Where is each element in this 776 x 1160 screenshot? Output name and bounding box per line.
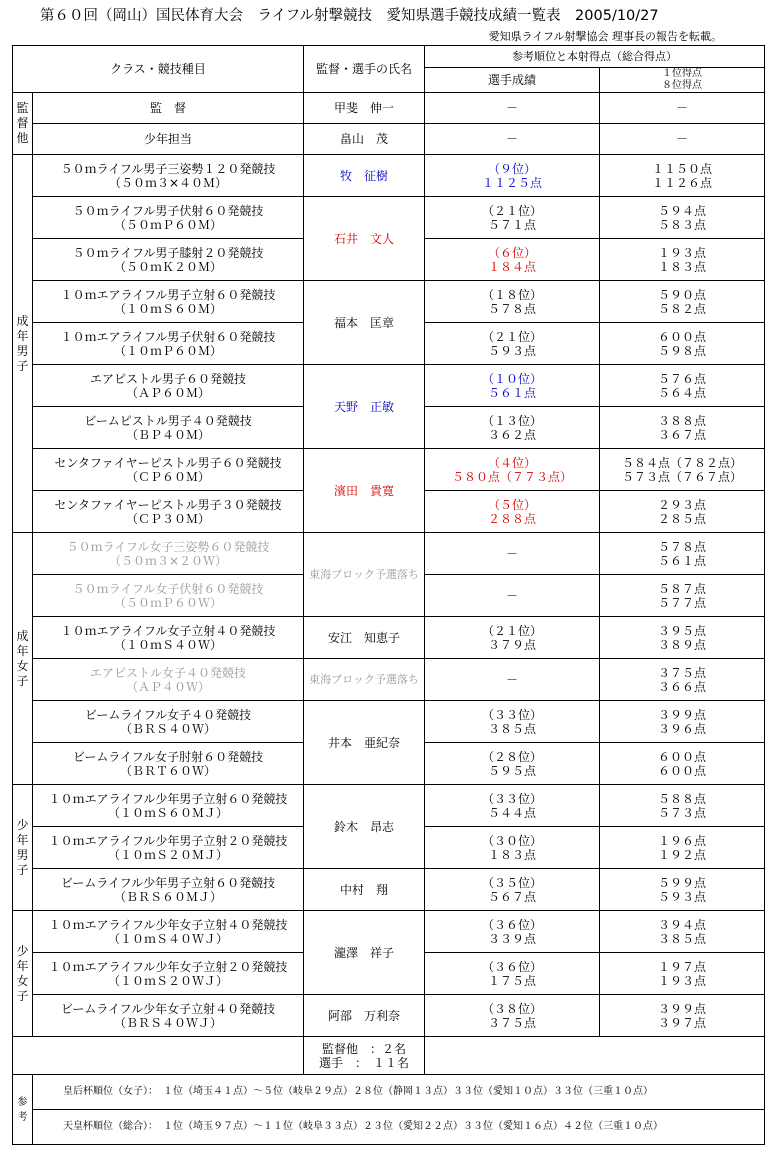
result-cell: （２８位） ５９５点: [425, 743, 600, 785]
group-women: 成年女子: [13, 533, 33, 785]
athlete-name: 井本 亜紀奈: [304, 701, 425, 785]
event-cell: １０ｍエアライフル男子伏射６０発競技 （１０ｍＰ６０Ｍ）: [33, 323, 304, 365]
results-table: [12, 45, 765, 1145]
event-cell: １０ｍエアライフル男子立射６０発競技 （１０ｍＳ６０Ｍ）: [33, 281, 304, 323]
result-cell: （２１位） ３７９点: [425, 617, 600, 659]
points-cell: ３９９点 ３９６点: [600, 701, 765, 743]
result-cell: （１３位） ３６２点: [425, 407, 600, 449]
athlete-name: 東海ブロック予選落ち: [304, 659, 425, 701]
result-cell: （３６位） １７５点: [425, 953, 600, 995]
points-cell: ３９９点 ３９７点: [600, 995, 765, 1037]
athlete-name: 阿部 万利奈: [304, 995, 425, 1037]
points-cell: ５８８点 ５７３点: [600, 785, 765, 827]
result-cell: （６位） １８４点: [425, 239, 600, 281]
points-cell: ３９４点 ３８５点: [600, 911, 765, 953]
points-cell: ５９０点 ５８２点: [600, 281, 765, 323]
athlete-name: 東海ブロック予選落ち: [304, 533, 425, 617]
points-cell: ６００点 ５９８点: [600, 323, 765, 365]
header-pts1: １位得点: [662, 68, 702, 79]
event-cell: ビームライフル女子肘射６０発競技 （ＢＲＴ６０Ｗ）: [33, 743, 304, 785]
event-cell: ビームライフル少年男子立射６０発競技 （ＢＲＳ６０ＭＪ）: [33, 869, 304, 911]
points-cell: ３９５点 ３８９点: [600, 617, 765, 659]
event-cell: 監 督: [33, 93, 304, 124]
points-cell: １９６点 １９２点: [600, 827, 765, 869]
points-cell: ３８８点 ３６７点: [600, 407, 765, 449]
event-cell: １０ｍエアライフル少年女子立射４０発競技 （１０ｍＳ４０ＷＪ）: [33, 911, 304, 953]
result-cell: －: [425, 533, 600, 575]
event-cell: 少年担当: [33, 124, 304, 155]
athlete-name: 濱田 貴寛: [304, 449, 425, 533]
athlete-name: 安江 知恵子: [304, 617, 425, 659]
athlete-name: 福本 匡章: [304, 281, 425, 365]
athlete-name: 鈴木 昂志: [304, 785, 425, 869]
event-cell: ５０ｍライフル男子膝射２０発競技 （５０ｍＫ２０Ｍ）: [33, 239, 304, 281]
athlete-name: 甲斐 伸一: [304, 93, 425, 124]
result-cell: （３６位） ３３９点: [425, 911, 600, 953]
athlete-name: 石井 文人: [304, 197, 425, 281]
result-cell: （３３位） ３８５点: [425, 701, 600, 743]
points-cell: １１５０点 １１２６点: [600, 155, 765, 197]
result-cell: （４位） ５８０点（７７３点）: [425, 449, 600, 491]
event-cell: ５０ｍライフル男子三姿勢１２０発競技 （５０ｍ３×４０Ｍ）: [33, 155, 304, 197]
points-cell: ５８４点（７８２点） ５７３点（７６７点）: [600, 449, 765, 491]
result-cell: －: [425, 659, 600, 701]
athlete-name: 畠山 茂: [304, 124, 425, 155]
points-cell: ３７５点 ３６６点: [600, 659, 765, 701]
event-cell: １０ｍエアライフル女子立射４０発競技 （１０ｍＳ４０Ｗ）: [33, 617, 304, 659]
group-boys: 少年男子: [13, 785, 33, 911]
page-title: 第６０回（岡山）国民体育大会 ライフル射撃競技 愛知県選手競技成績一覧表 2005/10/27: [40, 8, 659, 24]
header-result: 選手成績: [425, 68, 600, 93]
emperor-cup-ranking: 天皇杯順位（総合）： １位（埼玉９７点）～１１位（岐阜３３点）２３位（愛知２２点）３３位（愛知１６点）４２位（三重１０点）: [33, 1110, 765, 1145]
totals-blank-right: [425, 1037, 765, 1075]
points-cell: ５７６点 ５６４点: [600, 365, 765, 407]
group-staff: 監督他: [13, 93, 33, 155]
points-cell: －: [600, 124, 765, 155]
event-cell: １０ｍエアライフル少年男子立射６０発競技 （１０ｍＳ６０ＭＪ）: [33, 785, 304, 827]
header-points: [600, 68, 765, 93]
result-cell: （９位） １１２５点: [425, 155, 600, 197]
athlete-name: 牧 征樹: [304, 155, 425, 197]
event-cell: ５０ｍライフル女子三姿勢６０発競技 （５０ｍ３×２０Ｗ）: [33, 533, 304, 575]
result-cell: （２１位） ５７１点: [425, 197, 600, 239]
event-cell: センタファイヤーピストル男子６０発競技 （ＣＰ６０Ｍ）: [33, 449, 304, 491]
header-pts8: ８位得点: [662, 80, 702, 91]
result-cell: －: [425, 575, 600, 617]
header-class: クラス・競技種目: [13, 46, 304, 93]
event-cell: センタファイヤーピストル男子３０発競技 （ＣＰ３０Ｍ）: [33, 491, 304, 533]
result-cell: （３３位） ５４４点: [425, 785, 600, 827]
athlete-name: 天野 正敏: [304, 365, 425, 449]
points-cell: ２９３点 ２８５点: [600, 491, 765, 533]
header-ref: 参考順位と本射得点（総合得点）: [425, 46, 765, 68]
group-men: 成年男子: [13, 155, 33, 533]
group-girls: 少年女子: [13, 911, 33, 1037]
header-name: 監督・選手の氏名: [304, 46, 425, 93]
points-cell: ５８７点 ５７７点: [600, 575, 765, 617]
empress-cup-ranking: 皇后杯順位（女子）： １位（埼玉４１点）～５位（岐阜２９点）２８位（静岡１３点）３３位（愛知１０点）３３位（三重１０点）: [33, 1075, 765, 1110]
result-cell: －: [425, 93, 600, 124]
athlete-name: 瀧澤 祥子: [304, 911, 425, 995]
athlete-name: 中村 翔: [304, 869, 425, 911]
points-cell: ５９９点 ５９３点: [600, 869, 765, 911]
points-cell: １９３点 １８３点: [600, 239, 765, 281]
event-cell: ビームピストル男子４０発競技 （ＢＰ４０Ｍ）: [33, 407, 304, 449]
event-cell: ビームライフル女子４０発競技 （ＢＲＳ４０Ｗ）: [33, 701, 304, 743]
event-cell: エアピストル女子４０発競技 （ＡＰ４０Ｗ）: [33, 659, 304, 701]
event-cell: ビームライフル少年女子立射４０発競技 （ＢＲＳ４０ＷＪ）: [33, 995, 304, 1037]
event-cell: １０ｍエアライフル少年男子立射２０発競技 （１０ｍＳ２０ＭＪ）: [33, 827, 304, 869]
points-cell: ５７８点 ５６１点: [600, 533, 765, 575]
result-cell: （１８位） ５７８点: [425, 281, 600, 323]
totals-blank: [13, 1037, 304, 1075]
points-cell: ６００点 ６００点: [600, 743, 765, 785]
result-cell: （１０位） ５６１点: [425, 365, 600, 407]
points-cell: －: [600, 93, 765, 124]
source-note: 愛知県ライフル射撃協会 理事長の報告を転載。: [488, 30, 722, 43]
result-cell: （３８位） ３７５点: [425, 995, 600, 1037]
result-cell: （５位） ２８８点: [425, 491, 600, 533]
group-ref: 参考: [13, 1075, 33, 1145]
event-cell: ５０ｍライフル女子伏射６０発競技 （５０ｍＰ６０Ｗ）: [33, 575, 304, 617]
result-cell: （２１位） ５９３点: [425, 323, 600, 365]
event-cell: ５０ｍライフル男子伏射６０発競技 （５０ｍＰ６０Ｍ）: [33, 197, 304, 239]
points-cell: ５９４点 ５８３点: [600, 197, 765, 239]
result-cell: －: [425, 124, 600, 155]
result-cell: （３０位） １８３点: [425, 827, 600, 869]
event-cell: １０ｍエアライフル少年女子立射２０発競技 （１０ｍＳ２０ＷＪ）: [33, 953, 304, 995]
event-cell: エアピストル男子６０発競技 （ＡＰ６０Ｍ）: [33, 365, 304, 407]
totals-cell: 監督他 ：２名 選手 ： １１名: [304, 1037, 425, 1075]
result-cell: （３５位） ５６７点: [425, 869, 600, 911]
points-cell: １９７点 １９３点: [600, 953, 765, 995]
